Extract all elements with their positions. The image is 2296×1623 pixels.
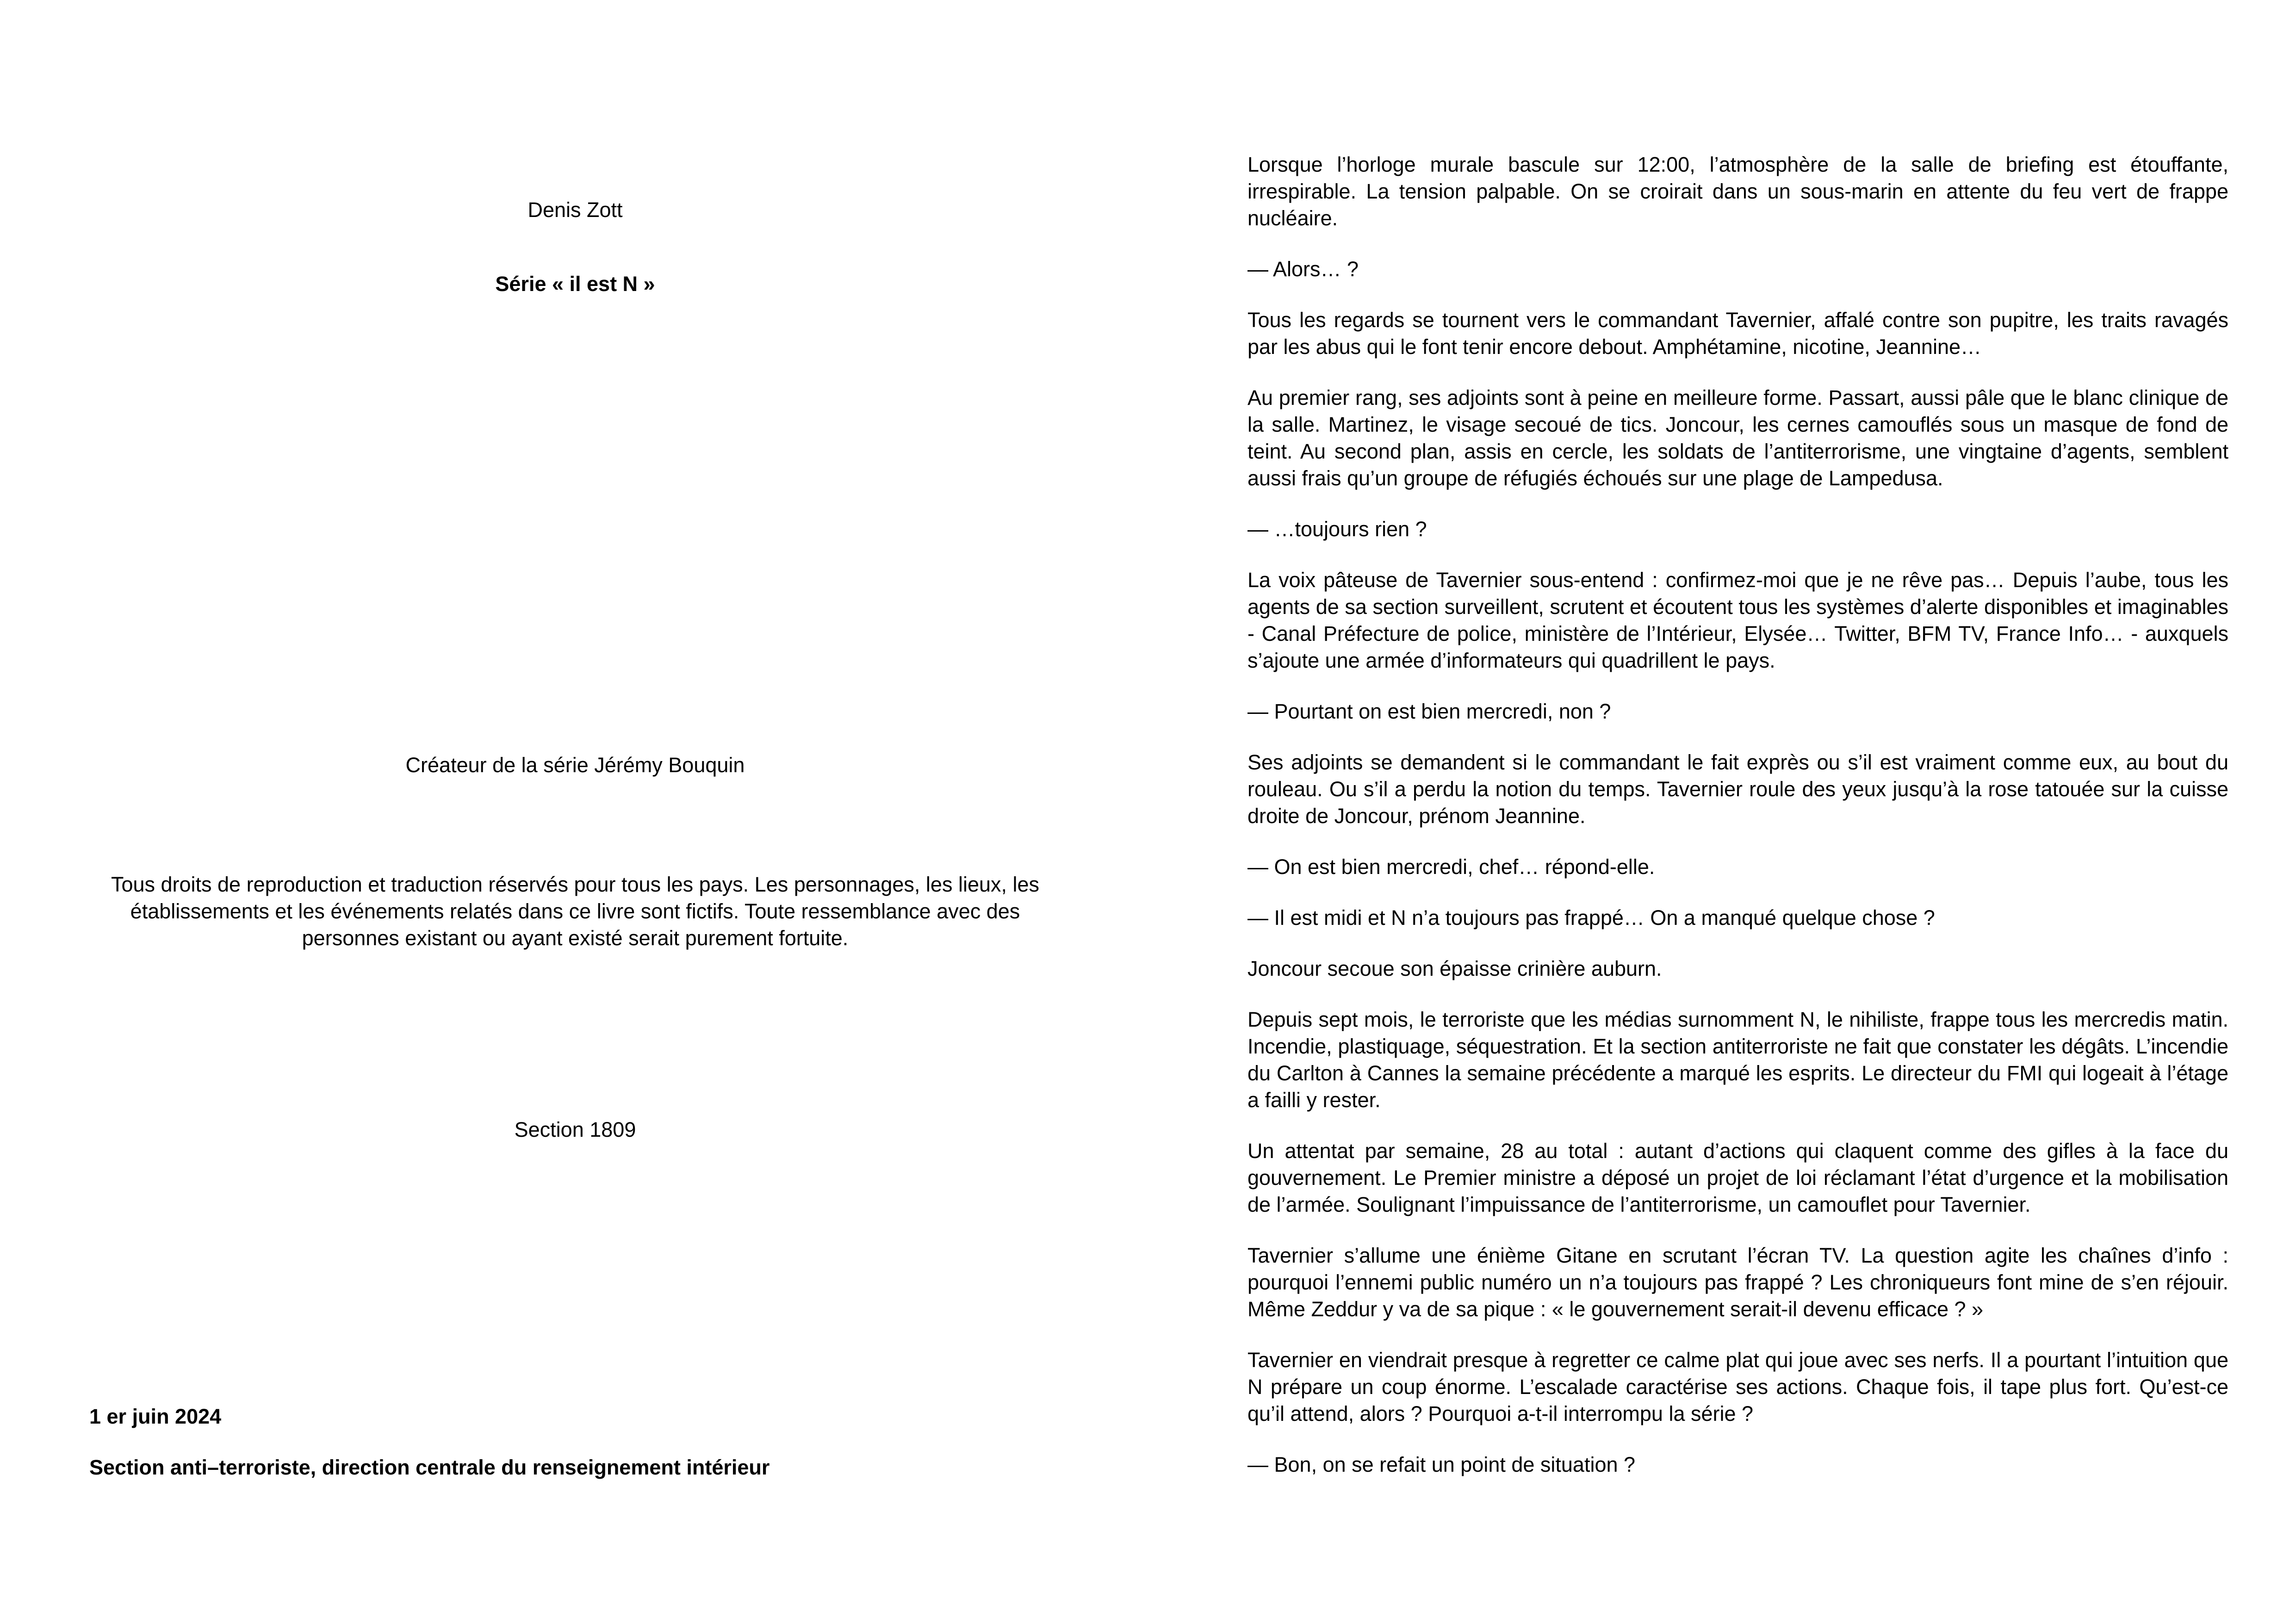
- paragraph: Lorsque l’horloge murale bascule sur 12:00, l’atmosphère de la salle de briefing est étouffante, irrespirable. La tension palpable. On se croirait dans un sous-marin en attente du feu vert de frappe nucléaire.: [1247, 153, 2228, 230]
- chapter-date: 1 er juin 2024: [89, 1405, 222, 1428]
- author-name: Denis Zott: [527, 198, 623, 222]
- paragraph: — …toujours rien ?: [1247, 517, 1427, 541]
- paragraph: Ses adjoints se demandent si le commandant le fait exprès ou s’il est vraiment comme eux, au bout du rouleau. Ou s’il a perdu la notion du temps. Tavernier roule des yeux jusqu’à la rose tatouée sur la cuisse droite de Joncour, prénom Jeannine.: [1247, 750, 2228, 828]
- paragraph: Joncour secoue son épaisse crinière auburn.: [1247, 957, 1662, 980]
- paragraph: Tavernier s’allume une énième Gitane en scrutant l’écran TV. La question agite les chaînes d’info : pourquoi l’ennemi public numéro un n’a toujours pas frappé ? Les chroniqueurs font mine de s’en réjouir. Même Zeddur y va de sa pique : « le gouvernement serait-il devenu efficace ? »: [1247, 1244, 2228, 1321]
- rights-notice: Tous droits de reproduction et traduction réservés pour tous les pays. Les personnages, les lieux, les établissements et les événements relatés dans ce livre sont fictifs. Toute ressemblance avec des personnes existant ou ayant existé serait purement fortuite.: [111, 873, 1040, 950]
- chapter-location: Section anti–terroriste, direction centrale du renseignement intérieur: [89, 1456, 770, 1479]
- paragraph: Un attentat par semaine, 28 au total : autant d’actions qui claquent comme des gifles à la face du gouvernement. Le Premier ministre a déposé un projet de loi réclamant l’état d’urgence et la mobilisation de l’armée. Soulignant l’impuissance de l’antiterrorisme, un camouflet pour Tavernier.: [1247, 1139, 2228, 1216]
- paragraph: — Il est midi et N n’a toujours pas frappé… On a manqué quelque chose ?: [1247, 906, 1935, 929]
- paragraph: Tous les regards se tournent vers le commandant Tavernier, affalé contre son pupitre, les traits ravagés par les abus qui le font tenir encore debout. Amphétamine, nicotine, Jeannine…: [1247, 308, 2228, 359]
- series-creator: Créateur de la série Jérémy Bouquin: [405, 753, 745, 777]
- paragraph: Depuis sept mois, le terroriste que les médias surnomment N, le nihiliste, frappe tous les mercredis matin. Incendie, plastiquage, séquestration. Et la section antiterroriste ne fait que constater les dégâts. L’incendie du Carlton à Cannes la semaine précédente a marqué les esprits. Le directeur du FMI qui logeait à l’étage a failli y rester.: [1247, 1008, 2228, 1112]
- paragraph: Au premier rang, ses adjoints sont à peine en meilleure forme. Passart, aussi pâle que le blanc clinique de la salle. Martinez, le visage secoué de tics. Joncour, les cernes camouflés sous un masque de fond de teint. Au second plan, assis en cercle, les soldats de l’antiterrorisme, une vingtaine d’agents, semblent aussi frais qu’un groupe de réfugiés échoués sur une plage de Lampedusa.: [1247, 386, 2228, 490]
- paragraph: La voix pâteuse de Tavernier sous-entend : confirmez-moi que je ne rêve pas… Depuis l’aube, tous les agents de sa section surveillent, scrutent et écoutent tous les systèmes d’alerte disponibles et imaginables - Canal Préfecture de police, ministère de l’Intérieur, Elysée… Twitter, BFM TV, France Info… - auxquels s’ajoute une armée d’informateurs qui quadrillent le pays.: [1247, 568, 2228, 672]
- paragraph: — Alors… ?: [1247, 257, 1359, 281]
- paragraph: — Bon, on se refait un point de situation ?: [1247, 1453, 1636, 1476]
- series-title: Série « il est N »: [495, 272, 655, 296]
- chapter-body: [1247, 151, 2228, 1502]
- paragraph: — Pourtant on est bien mercredi, non ?: [1247, 700, 1611, 723]
- paragraph: — On est bien mercredi, chef… répond-elle.: [1247, 855, 1655, 879]
- section-title: Section 1809: [514, 1118, 636, 1141]
- paragraph: Tavernier en viendrait presque à regretter ce calme plat qui joue avec ses nerfs. Il a pourtant l’intuition que N prépare un coup énorme. L’escalade caractérise ses actions. Chaque fois, il tape plus fort. Qu’est-ce qu’il attend, alors ? Pourquoi a-t-il interrompu la série ?: [1247, 1348, 2228, 1425]
- right-page: [1148, 0, 2296, 1623]
